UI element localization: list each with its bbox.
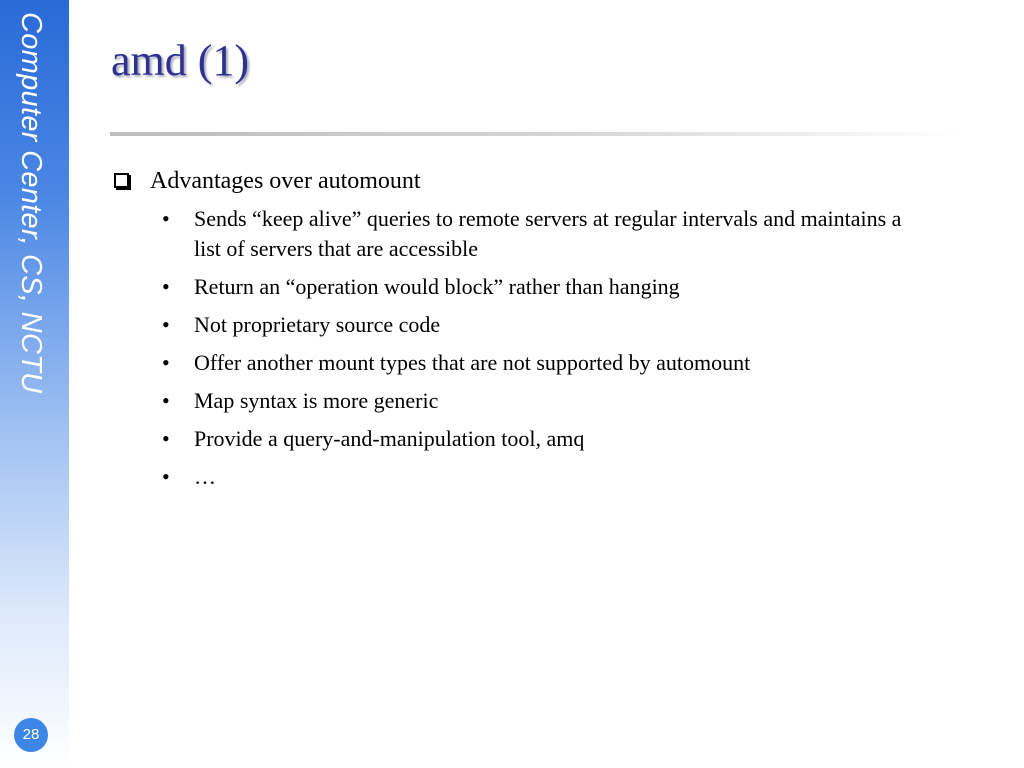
slide-content (112, 166, 912, 500)
checkbox-bullet-icon (114, 173, 129, 188)
list-item (112, 272, 912, 302)
list-item-text: Offer another mount types that are not supported by automount (194, 350, 751, 375)
list-item-text: … (194, 464, 216, 489)
list-item (112, 424, 912, 454)
list-item-text: Map syntax is more generic (194, 388, 439, 413)
bullet-dot-icon: • (162, 274, 170, 299)
bullet-dot-icon: • (162, 206, 170, 231)
list-item-text: Sends “keep alive” queries to remote servers at regular intervals and maintains a list of servers that are accessible (194, 206, 902, 261)
bullet-dot-icon: • (162, 312, 170, 337)
sidebar-org-text: Computer Center, CS, NCTU (15, 12, 47, 394)
bullet-dot-icon: • (162, 350, 170, 375)
list-item-text: Provide a query-and-manipulation tool, amq (194, 426, 585, 451)
main-point-text: Advantages over automount (150, 168, 421, 194)
list-item (112, 348, 912, 378)
list-item (112, 462, 912, 492)
list-item (112, 310, 912, 340)
page-number-badge: 28 (14, 718, 48, 752)
advantages-list (112, 204, 912, 492)
list-item (112, 386, 912, 416)
title-divider (110, 132, 960, 136)
bullet-dot-icon: • (162, 426, 170, 451)
slide-title: amd (1) (111, 36, 250, 85)
list-item-text: Return an “operation would block” rather than hanging (194, 274, 680, 299)
main-point (112, 166, 912, 196)
list-item-text: Not proprietary source code (194, 312, 441, 337)
bullet-dot-icon: • (162, 388, 170, 413)
list-item (112, 204, 912, 264)
sidebar (0, 0, 69, 768)
bullet-dot-icon: • (162, 464, 170, 489)
